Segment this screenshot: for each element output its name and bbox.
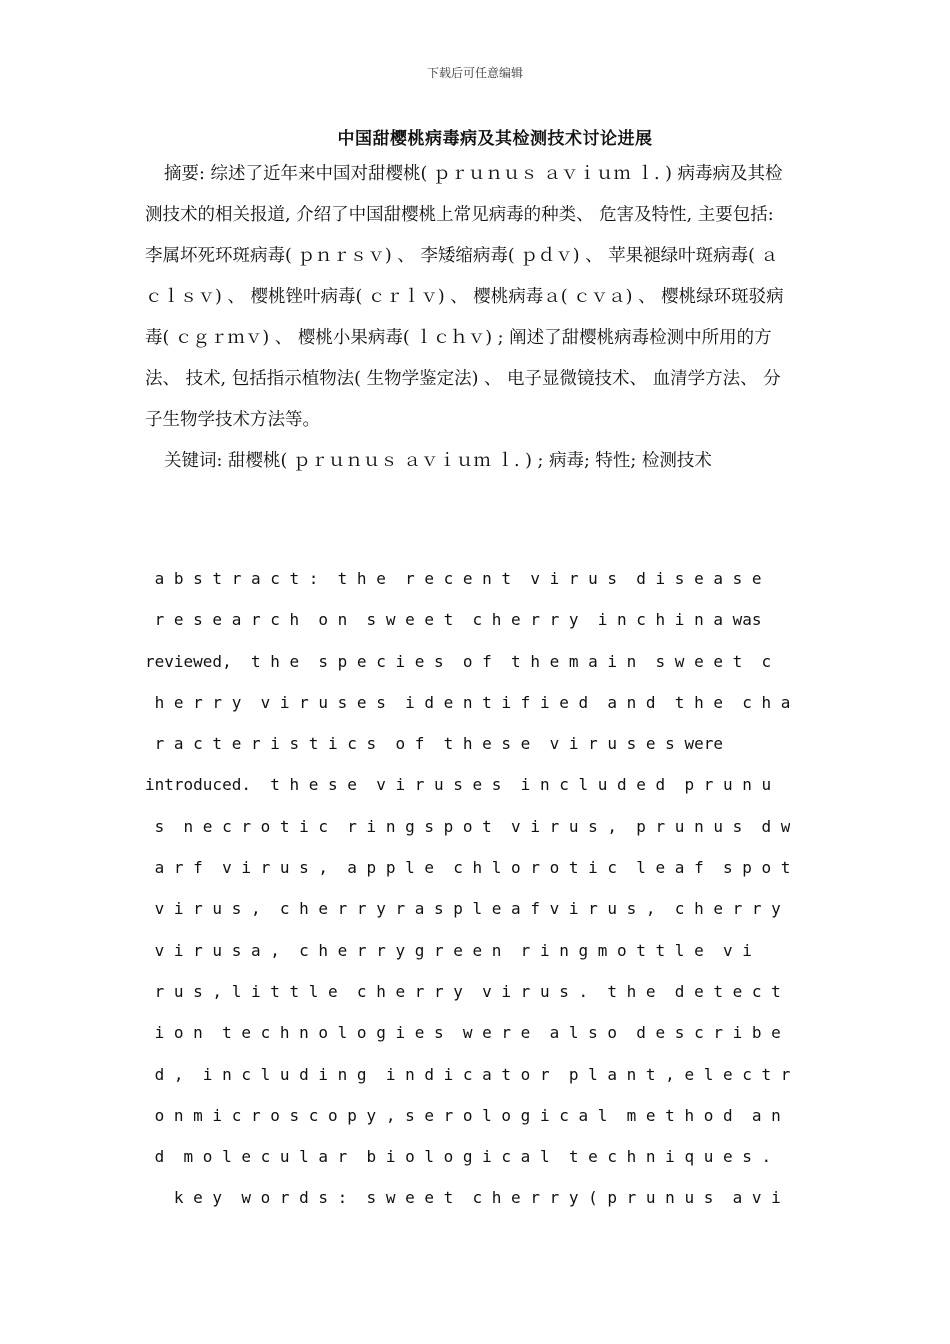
english-abstract-block	[145, 558, 790, 1219]
english-abstract-line: a b s t r a c t : t h e r e c e n t v i r u s d i s e a s e	[145, 569, 762, 588]
english-abstract	[145, 558, 790, 1219]
page-header-note: 下载后可任意编辑	[426, 66, 523, 80]
english-abstract-line: o n m i c r o s c o p y , s e r o l o g i c a l m e t h o d a n	[145, 1105, 781, 1125]
english-abstract-line: d , i n c l u d i n g i n d i c a t o r p l a n t , e l e c t r	[145, 1064, 790, 1084]
english-abstract-line: h e r r y v i r u s e s i d e n t i f i e d a n d t h e c h a	[145, 692, 790, 712]
chinese-keywords: 关键词: 甜樱桃( ｐｒｕｎｕｓ ａｖｉｕｍ ｌ. ) ; 病毒; 特性; 检测技术	[164, 451, 712, 471]
english-abstract-line: d m o l e c u l a r b i o l o g i c a l t e c h n i q u e s .	[145, 1147, 772, 1167]
english-abstract-line: r a c t e r i s t i c s o f t h e s e v i r u s e s were	[145, 734, 723, 754]
english-abstract-line: r e s e a r c h o n s w e e t c h e r r y i n c h i n a was	[145, 610, 762, 630]
english-keywords-line: k e y w o r d s : s w e e t c h e r r y ( p r u n u s a v i	[145, 1188, 781, 1208]
english-abstract-line: reviewed, t h e s p e c i e s o f t h e m a i n s w e e t c	[145, 651, 772, 671]
document-title: 中国甜樱桃病毒病及其检测技术讨论进展	[337, 129, 653, 149]
english-abstract-line: introduced. t h e s e v i r u s e s i n c l u d e d p r u n u	[145, 775, 772, 795]
english-abstract-line: s n e c r o t i c r i n g s p o t v i r u s , p r u n u s d w	[145, 816, 790, 836]
english-abstract-line: v i r u s a , c h e r r y g r e e n r i n g m o t t l e v i	[145, 940, 752, 960]
chinese-abstract-block	[145, 154, 790, 482]
chinese-abstract: 摘要: 综述了近年来中国对甜樱桃( ｐｒｕｎｕｓ ａｖｉｕｍ ｌ. ) 病毒病及其检测技术的相关报道, 介绍了中国甜樱桃上常见病毒的种类、 危害及特性, 主要包括: 李属坏死环斑病毒( ｐｎｒｓｖ) 、 李矮缩病毒( ｐｄｖ) 、 苹果褪绿叶斑病毒( ａｃｌｓｖ) 、 樱桃锉叶病毒( ｃｒｌｖ) 、 樱桃病毒ａ( ｃｖａ) 、 樱桃绿环斑驳病毒( ｃｇｒｍｖ) 、 樱桃小果病毒( ｌｃｈｖ) ; 阐述了甜樱桃病毒检测中所用的方法、 技术, 包括指示植物法( 生物学鉴定法) 、 电子显微镜技术、 血清学方法、 分子生物学技术方法等。	[145, 164, 784, 430]
english-abstract-line: a r f v i r u s , a p p l e c h l o r o t i c l e a f s p o t	[145, 858, 790, 878]
english-abstract-line: r u s , l i t t l e c h e r r y v i r u s . t h e d e t e c t	[145, 981, 781, 1001]
english-abstract-line: v i r u s , c h e r r y r a s p l e a f v i r u s , c h e r r y	[145, 899, 781, 919]
english-abstract-line: i o n t e c h n o l o g i e s w e r e a l s o d e s c r i b e	[145, 1023, 781, 1043]
